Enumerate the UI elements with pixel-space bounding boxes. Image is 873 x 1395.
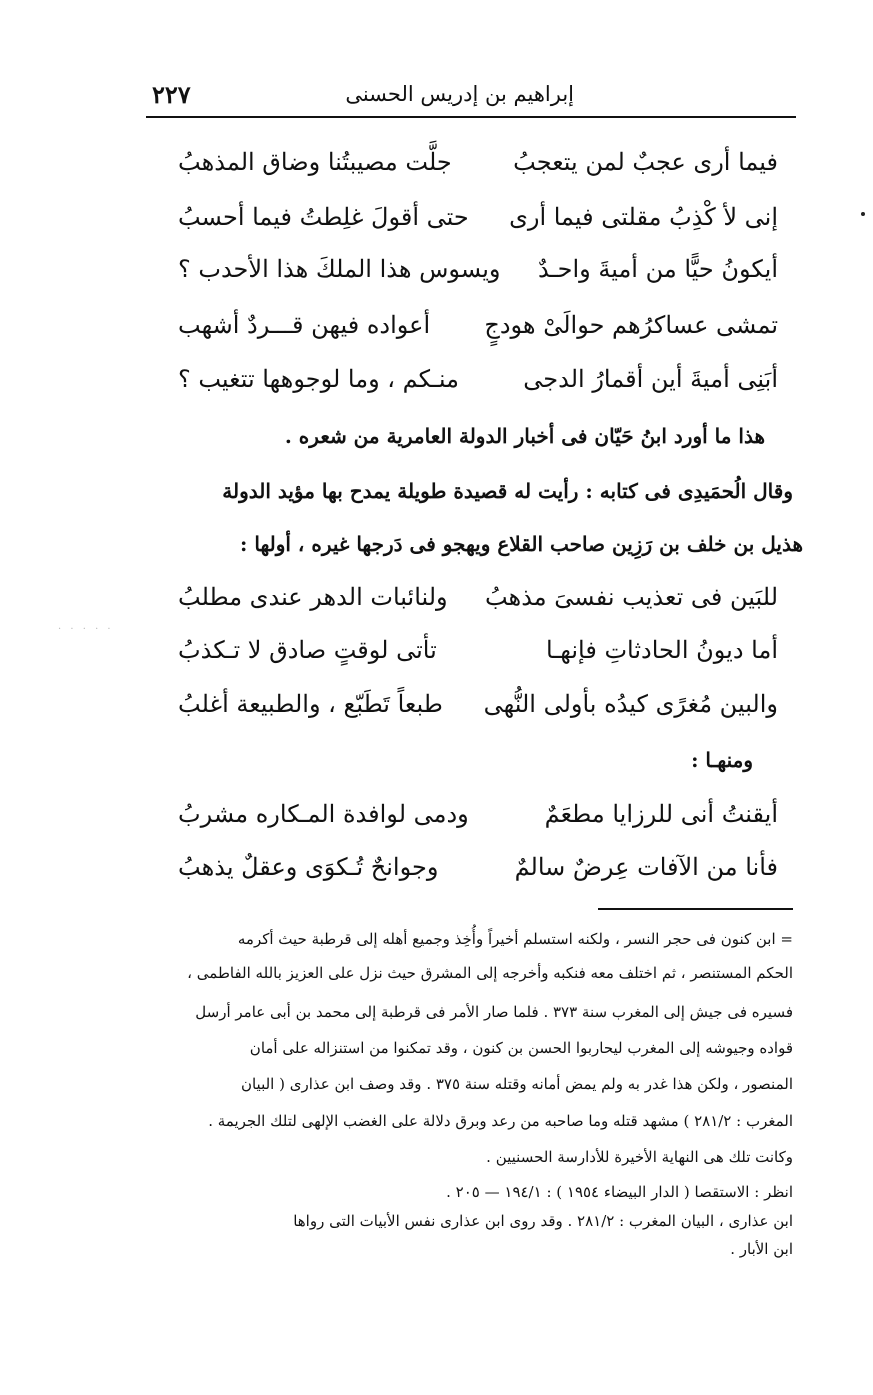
verse-second-hemistich: جلَّت مصيبتُنا وضاق المذهبُ	[178, 148, 452, 176]
verse-first-hemistich: فأنا من الآفات عِرضٌ سالمٌ	[514, 853, 778, 881]
verse-first-hemistich: أيكونُ حيًّا من أميةَ واحـدٌ	[537, 255, 778, 283]
paragraph-humaydi-line2: هذيل بن خلف بن رَزِين صاحب القلاع ويهجو فى دَرجها غيره ، أولها :	[240, 532, 803, 556]
verse-first-hemistich: أما ديونُ الحادثاتِ فإنهـا	[545, 636, 778, 664]
verse-first-hemistich: للبَين فى تعذيب نفسىَ مذهبُ	[484, 583, 778, 611]
verse-second-hemistich: تأتى لوقتٍ صادق لا تـكذبُ	[178, 636, 437, 664]
verse-first-hemistich: أيقنتُ أنى للرزايا مطعَمٌ	[544, 800, 778, 828]
verse-second-hemistich: ويسوس هذا الملكَ هذا الأحدب ؟	[178, 255, 501, 283]
footnote-line: ابن عذارى ، البيان المغرب : ٢٨١/٢ . وقد روى ابن عذارى نفس الأبيات التى رواها	[293, 1212, 793, 1230]
footnote-line: فسيره فى جيش إلى المغرب سنة ٣٧٣ . فلما صار الأمر فى قرطبة إلى محمد بن أبى عامر أرسل	[195, 1003, 793, 1021]
verse-second-hemistich: طبعاً تَطَبّع ، والطبيعة أغلبُ	[178, 690, 443, 718]
verse	[178, 365, 778, 415]
print-speck	[861, 212, 865, 216]
verse-first-hemistich: فيما أرى عجبٌ لمن يتعجبُ	[513, 148, 778, 176]
page-header	[146, 80, 796, 118]
footnote-line: ابن الأبار .	[730, 1240, 793, 1258]
footnote-line: وكانت تلك هى النهاية الأخيرة للأدارسة الحسنيين .	[486, 1148, 793, 1166]
footnote-line: = ابن كنون فى حجر النسر ، ولكنه استسلم أخيراً وأُخِذ وجميع أهله إلى قرطبة حيث أكرمه	[237, 930, 793, 948]
verse-second-hemistich: أعواده فيهن قـــردٌ أشهب	[178, 311, 431, 339]
footnote-line: المغرب : ٢٨١/٢ ) مشهد قتله وما صاحبه من رعد وبرق دلالة على الغضب الإلهى لتلك الجريمة .	[208, 1112, 793, 1130]
page-number: ٢٢٧	[152, 80, 191, 109]
footnote-line: الحكم المستنصر ، ثم اختلف معه فنكبه وأخرجه إلى المشرق حيث نزل على العزيز بالله الفاطمى ،	[187, 964, 793, 982]
footnote-separator	[598, 908, 793, 910]
verse	[178, 148, 778, 198]
verse-second-hemistich: منـكم ، وما لوجوهها تتغيب ؟	[178, 365, 460, 393]
verse	[178, 853, 778, 903]
verse-first-hemistich: أبَنِى أميةَ أين أقمارُ الدجى	[523, 365, 778, 393]
paragraph-source: هذا ما أورد ابنُ حَيّان فى أخبار الدولة العامرية من شعره .	[284, 424, 765, 448]
footnote-line: انظر : الاستقصا ( الدار البيضاء ١٩٥٤ ) : ١٩٤/١ — ٢٠٥ .	[446, 1183, 793, 1201]
label-minha: ومنهـا :	[691, 748, 753, 772]
footnote-line: المنصور ، ولكن هذا غدر به ولم يمض أمانه وقتله سنة ٣٧٥ . وقد وصف ابن عذارى ( البيان	[240, 1075, 793, 1093]
verse-first-hemistich: والبين مُغرًى كيدُه بأولى النُّهى	[483, 690, 778, 718]
verse	[178, 311, 778, 361]
running-title: إبراهيم بن إدريس الحسنى	[345, 82, 574, 106]
verse-first-hemistich: إنى لأ كْذِبُ مقلتى فيما أرى	[509, 203, 778, 231]
verse-second-hemistich: حتى أقولَ غلِطتُ فيما أحسبُ	[178, 203, 469, 231]
verse	[178, 690, 778, 740]
verse-second-hemistich: ولنائبات الدهر عندى مطلبُ	[178, 583, 448, 611]
verse-second-hemistich: ودمى لوافدة المـكاره مشربُ	[178, 800, 469, 828]
footnote-line: قواده وجيوشه إلى المغرب ليحاربوا الحسن بن كنون ، وقد تمكنوا من استنزاله على أمان	[249, 1039, 793, 1057]
verse	[178, 800, 778, 850]
verse	[178, 203, 778, 253]
verse-second-hemistich: وجوانحٌ تُـكوَى وعقلٌ يذهبُ	[178, 853, 439, 881]
paragraph-humaydi-line1: وقال الُحمَيدِى فى كتابه : رأيت له قصيدة طويلة يمدح بها مؤيد الدولة	[222, 479, 793, 503]
verse	[178, 583, 778, 633]
verse	[178, 255, 778, 305]
verse	[178, 636, 778, 686]
scan-artifact: · · · · ·	[58, 624, 114, 635]
verse-first-hemistich: تمشى عساكرُهم حوالَىْ هودجٍ	[484, 311, 778, 339]
